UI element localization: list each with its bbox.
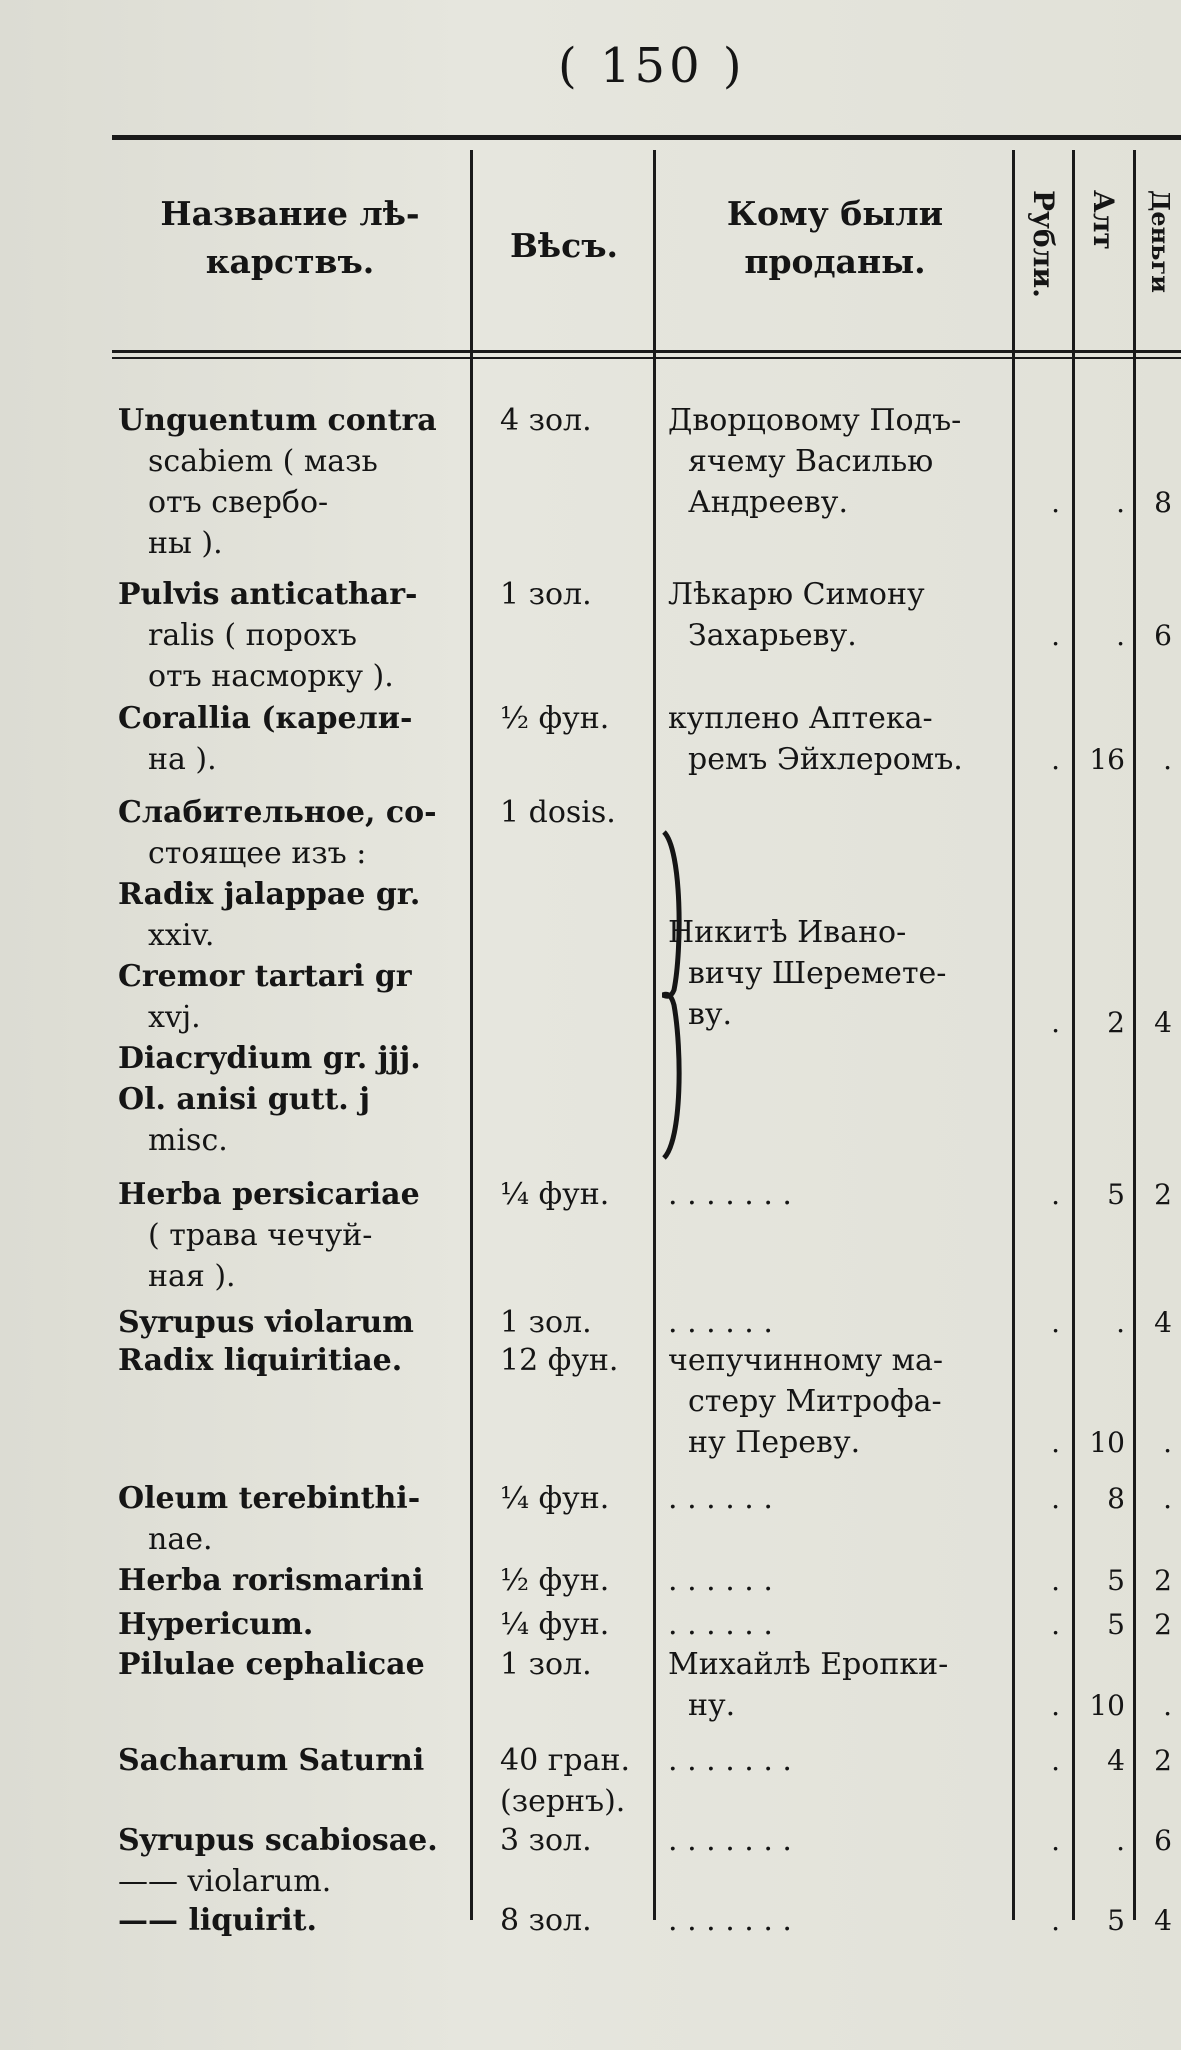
- medicine-name-line: ralis ( порохъ: [148, 618, 357, 653]
- dengi-value: 2: [1154, 1178, 1172, 1211]
- rubles-value: .: [1051, 1426, 1060, 1459]
- column-divider-3: [1012, 150, 1015, 1920]
- rubles-value: .: [1051, 1306, 1060, 1339]
- dengi-value: 6: [1154, 619, 1172, 652]
- document-page: ( 150 ) Название лѣ-карствъ. Вѣсъ. Кому были проданы. Рубли. Алт Деньги Unguentum contra scabiem ( мазь отъ свербо- ны ). 4 зол. Дворцовому Подъ- ячему Василью Андрееву. . . 8 Pulvis anticathar- ralis ( порохъ отъ насморку ). 1 зол. Лѣкарю Симону Захарьеву. . . 6 Corallia (карели- на ). ½ фун. куплено Аптека- ремъ Эйхлеромъ. . 16 . Слабительное, со- стоящее изъ : Radix jalappae gr. xxiv. Cremor tartari gr xvj. Diacrydium gr. jjj. Ol. anisi gutt. j misc. 1 dosis. Никитѣ Ивано- вичу Шереметe- ву. . 2 4 Herba persicariae ( трава чечуй- ная ). ¼ фун. . . . . . . . . 5 2 Syrupus violarum 1 зол. . . . . . . . . 4 Radix liquiritiae. 12 фун. чепучинному ма- стеру Митрофа- ну Переву. . 10 . Oleum terebinthi- nae. ¼ фун. . . . . . . . 8 . Herba rorismarini ½ фун. . . . . . . . 5 2 Hypericum. ¼ фун. . . . . . . . 5 2 Pilulae cephalicae 1 зол. Михайлѣ Еропки- ну. . 10 . Sacharum Saturni 40 гран. (зернъ). . . . . . . . . 4 2 Syrupus scabiosae. —— violarum. 3 зол. . . . . . . . . . 6 —— liquirit. 8 зол. . . . . . . . . 5 4: [0, 0, 1181, 2050]
- medicine-name-line: Herba rorismarini: [118, 1563, 424, 1598]
- weight-value: 12 фун.: [500, 1343, 619, 1378]
- altyns-value: 5: [1107, 1904, 1125, 1937]
- weight-value: 1 dosis.: [500, 795, 616, 830]
- buyer-line: . . . . . . .: [668, 1903, 792, 1938]
- dengi-value: 4: [1154, 1306, 1172, 1339]
- weight-value: 1 зол.: [500, 1305, 592, 1340]
- buyer-line: Дворцовому Подъ-: [668, 403, 962, 438]
- header-weight: Вѣсъ.: [510, 226, 618, 265]
- weight-value: ¼ фун.: [500, 1481, 610, 1516]
- rubles-value: .: [1051, 743, 1060, 776]
- medicine-name-line: xvj.: [148, 1000, 201, 1035]
- buyer-line: Лѣкарю Симону: [668, 577, 925, 612]
- dengi-value: .: [1163, 743, 1172, 776]
- column-divider-4: [1072, 150, 1075, 1920]
- rubles-value: .: [1051, 1689, 1060, 1722]
- weight-value-note: (зернъ).: [500, 1784, 626, 1819]
- column-divider-2: [653, 150, 656, 1920]
- rubles-value: .: [1051, 1824, 1060, 1857]
- header-buyer: Кому были проданы.: [726, 194, 944, 281]
- buyer-line: . . . . . . .: [668, 1177, 792, 1212]
- dengi-value: 2: [1154, 1564, 1172, 1597]
- weight-value: 40 гран.: [500, 1743, 631, 1778]
- dengi-value: 4: [1154, 1006, 1172, 1039]
- weight-value: ½ фун.: [500, 1563, 610, 1598]
- buyer-line: Михайлѣ Еропки-: [668, 1647, 949, 1682]
- medicine-name-line: Cremor tartari gr: [118, 959, 412, 994]
- altyns-value: 2: [1107, 1006, 1125, 1039]
- weight-value: 1 зол.: [500, 577, 592, 612]
- weight-value: ¼ фун.: [500, 1607, 610, 1642]
- medicine-name-line: Oleum terebinthi-: [118, 1481, 421, 1516]
- weight-value: ¼ фун.: [500, 1177, 610, 1212]
- buyer-line: ну Переву.: [688, 1425, 861, 1460]
- altyns-value: .: [1116, 619, 1125, 652]
- rubles-value: .: [1051, 486, 1060, 519]
- buyer-line: . . . . . .: [668, 1305, 773, 1340]
- header-altyns: Алт: [1087, 190, 1120, 250]
- medicine-name-line: Ol. anisi gutt. j: [118, 1082, 371, 1117]
- altyns-value: 8: [1107, 1482, 1125, 1515]
- rubles-value: .: [1051, 1904, 1060, 1937]
- rubles-value: .: [1051, 1178, 1060, 1211]
- column-divider-1: [470, 150, 473, 1920]
- medicine-name-line: Herba persicariae: [118, 1177, 420, 1212]
- altyns-value: .: [1116, 1824, 1125, 1857]
- altyns-value: .: [1116, 486, 1125, 519]
- weight-value: ½ фун.: [500, 701, 610, 736]
- buyer-line: куплено Аптека-: [668, 701, 933, 736]
- buyer-line: . . . . . . .: [668, 1823, 792, 1858]
- dengi-value: 2: [1154, 1744, 1172, 1777]
- dengi-value: .: [1163, 1426, 1172, 1459]
- rubles-value: .: [1051, 619, 1060, 652]
- buyer-line: . . . . . .: [668, 1607, 773, 1642]
- buyer-line: ремъ Эйхлеромъ.: [688, 742, 963, 777]
- medicine-name-line: Syrupus violarum: [118, 1305, 414, 1340]
- buyer-line: Никитѣ Ивано-: [668, 915, 907, 950]
- medicine-name-line: xxiv.: [148, 918, 215, 953]
- dengi-value: .: [1163, 1689, 1172, 1722]
- buyer-line: ну.: [688, 1688, 736, 1723]
- medicine-name-line: Hypericum.: [118, 1607, 314, 1642]
- medicine-name-line: Radix liquiritiae.: [118, 1343, 403, 1378]
- medicine-name-line: Sacharum Saturni: [118, 1743, 425, 1778]
- medicine-name-line: ная ).: [148, 1259, 236, 1294]
- dengi-value: 8: [1154, 486, 1172, 519]
- altyns-value: 5: [1107, 1178, 1125, 1211]
- header-rule-2: [112, 357, 1181, 359]
- medicine-name-line: стоящее изъ :: [148, 836, 367, 871]
- medicine-name-line: nae.: [148, 1522, 213, 1557]
- dengi-value: 6: [1154, 1824, 1172, 1857]
- altyns-value: 5: [1107, 1608, 1125, 1641]
- header-rubles: Рубли.: [1027, 190, 1060, 298]
- altyns-value: 10: [1089, 1689, 1125, 1722]
- dengi-value: 2: [1154, 1608, 1172, 1641]
- rubles-value: .: [1051, 1744, 1060, 1777]
- medicine-name-line: —— liquirit.: [118, 1903, 317, 1938]
- medicine-name-line: ( трава чечуй-: [148, 1218, 373, 1253]
- medicine-name-line: —— violarum.: [118, 1864, 332, 1899]
- grouping-brace-icon: [660, 830, 686, 1160]
- altyns-value: 4: [1107, 1744, 1125, 1777]
- medicine-name-line: misc.: [148, 1123, 228, 1158]
- medicine-name-line: отъ насморку ).: [148, 659, 394, 694]
- rubles-value: .: [1051, 1006, 1060, 1039]
- top-rule: [112, 135, 1181, 140]
- buyer-line: вичу Шереметe-: [688, 956, 947, 991]
- buyer-line: чепучинному ма-: [668, 1343, 943, 1378]
- weight-value: 1 зол.: [500, 1647, 592, 1682]
- buyer-line: стеру Митрофа-: [688, 1384, 942, 1419]
- buyer-line: ячему Василью: [688, 444, 934, 479]
- weight-value: 4 зол.: [500, 403, 592, 438]
- weight-value: 8 зол.: [500, 1903, 592, 1938]
- medicine-name-line: Pulvis anticathar-: [118, 577, 418, 612]
- medicine-name-line: Слабительное, со-: [118, 795, 437, 830]
- header-dengi: Деньги: [1146, 190, 1175, 293]
- buyer-line: . . . . . . .: [668, 1743, 792, 1778]
- rubles-value: .: [1051, 1482, 1060, 1515]
- header-name: Название лѣ-карствъ.: [160, 194, 420, 281]
- column-divider-5: [1133, 150, 1136, 1920]
- medicine-name-line: Syrupus scabiosae.: [118, 1823, 438, 1858]
- header-rule: [112, 350, 1181, 353]
- weight-value: 3 зол.: [500, 1823, 592, 1858]
- medicine-name-line: Unguentum contra: [118, 403, 437, 438]
- dengi-value: 4: [1154, 1904, 1172, 1937]
- buyer-line: . . . . . .: [668, 1481, 773, 1516]
- buyer-line: . . . . . .: [668, 1563, 773, 1598]
- medicine-name-line: отъ свербо-: [148, 485, 329, 520]
- dengi-value: .: [1163, 1482, 1172, 1515]
- medicine-name-line: Pilulae cephalicae: [118, 1647, 425, 1682]
- altyns-value: 16: [1089, 743, 1125, 776]
- rubles-value: .: [1051, 1564, 1060, 1597]
- altyns-value: 10: [1089, 1426, 1125, 1459]
- altyns-value: .: [1116, 1306, 1125, 1339]
- medicine-name-line: ны ).: [148, 526, 223, 561]
- medicine-name-line: scabiem ( мазь: [148, 444, 378, 479]
- medicine-name-line: Corallia (карели-: [118, 701, 413, 736]
- buyer-line: Захарьеву.: [688, 618, 857, 653]
- buyer-line: Андрееву.: [688, 485, 848, 520]
- buyer-line: ву.: [688, 997, 733, 1032]
- altyns-value: 5: [1107, 1564, 1125, 1597]
- medicine-name-line: Diacrydium gr. jjj.: [118, 1041, 421, 1076]
- medicine-name-line: на ).: [148, 742, 217, 777]
- medicine-name-line: Radix jalappae gr.: [118, 877, 421, 912]
- rubles-value: .: [1051, 1608, 1060, 1641]
